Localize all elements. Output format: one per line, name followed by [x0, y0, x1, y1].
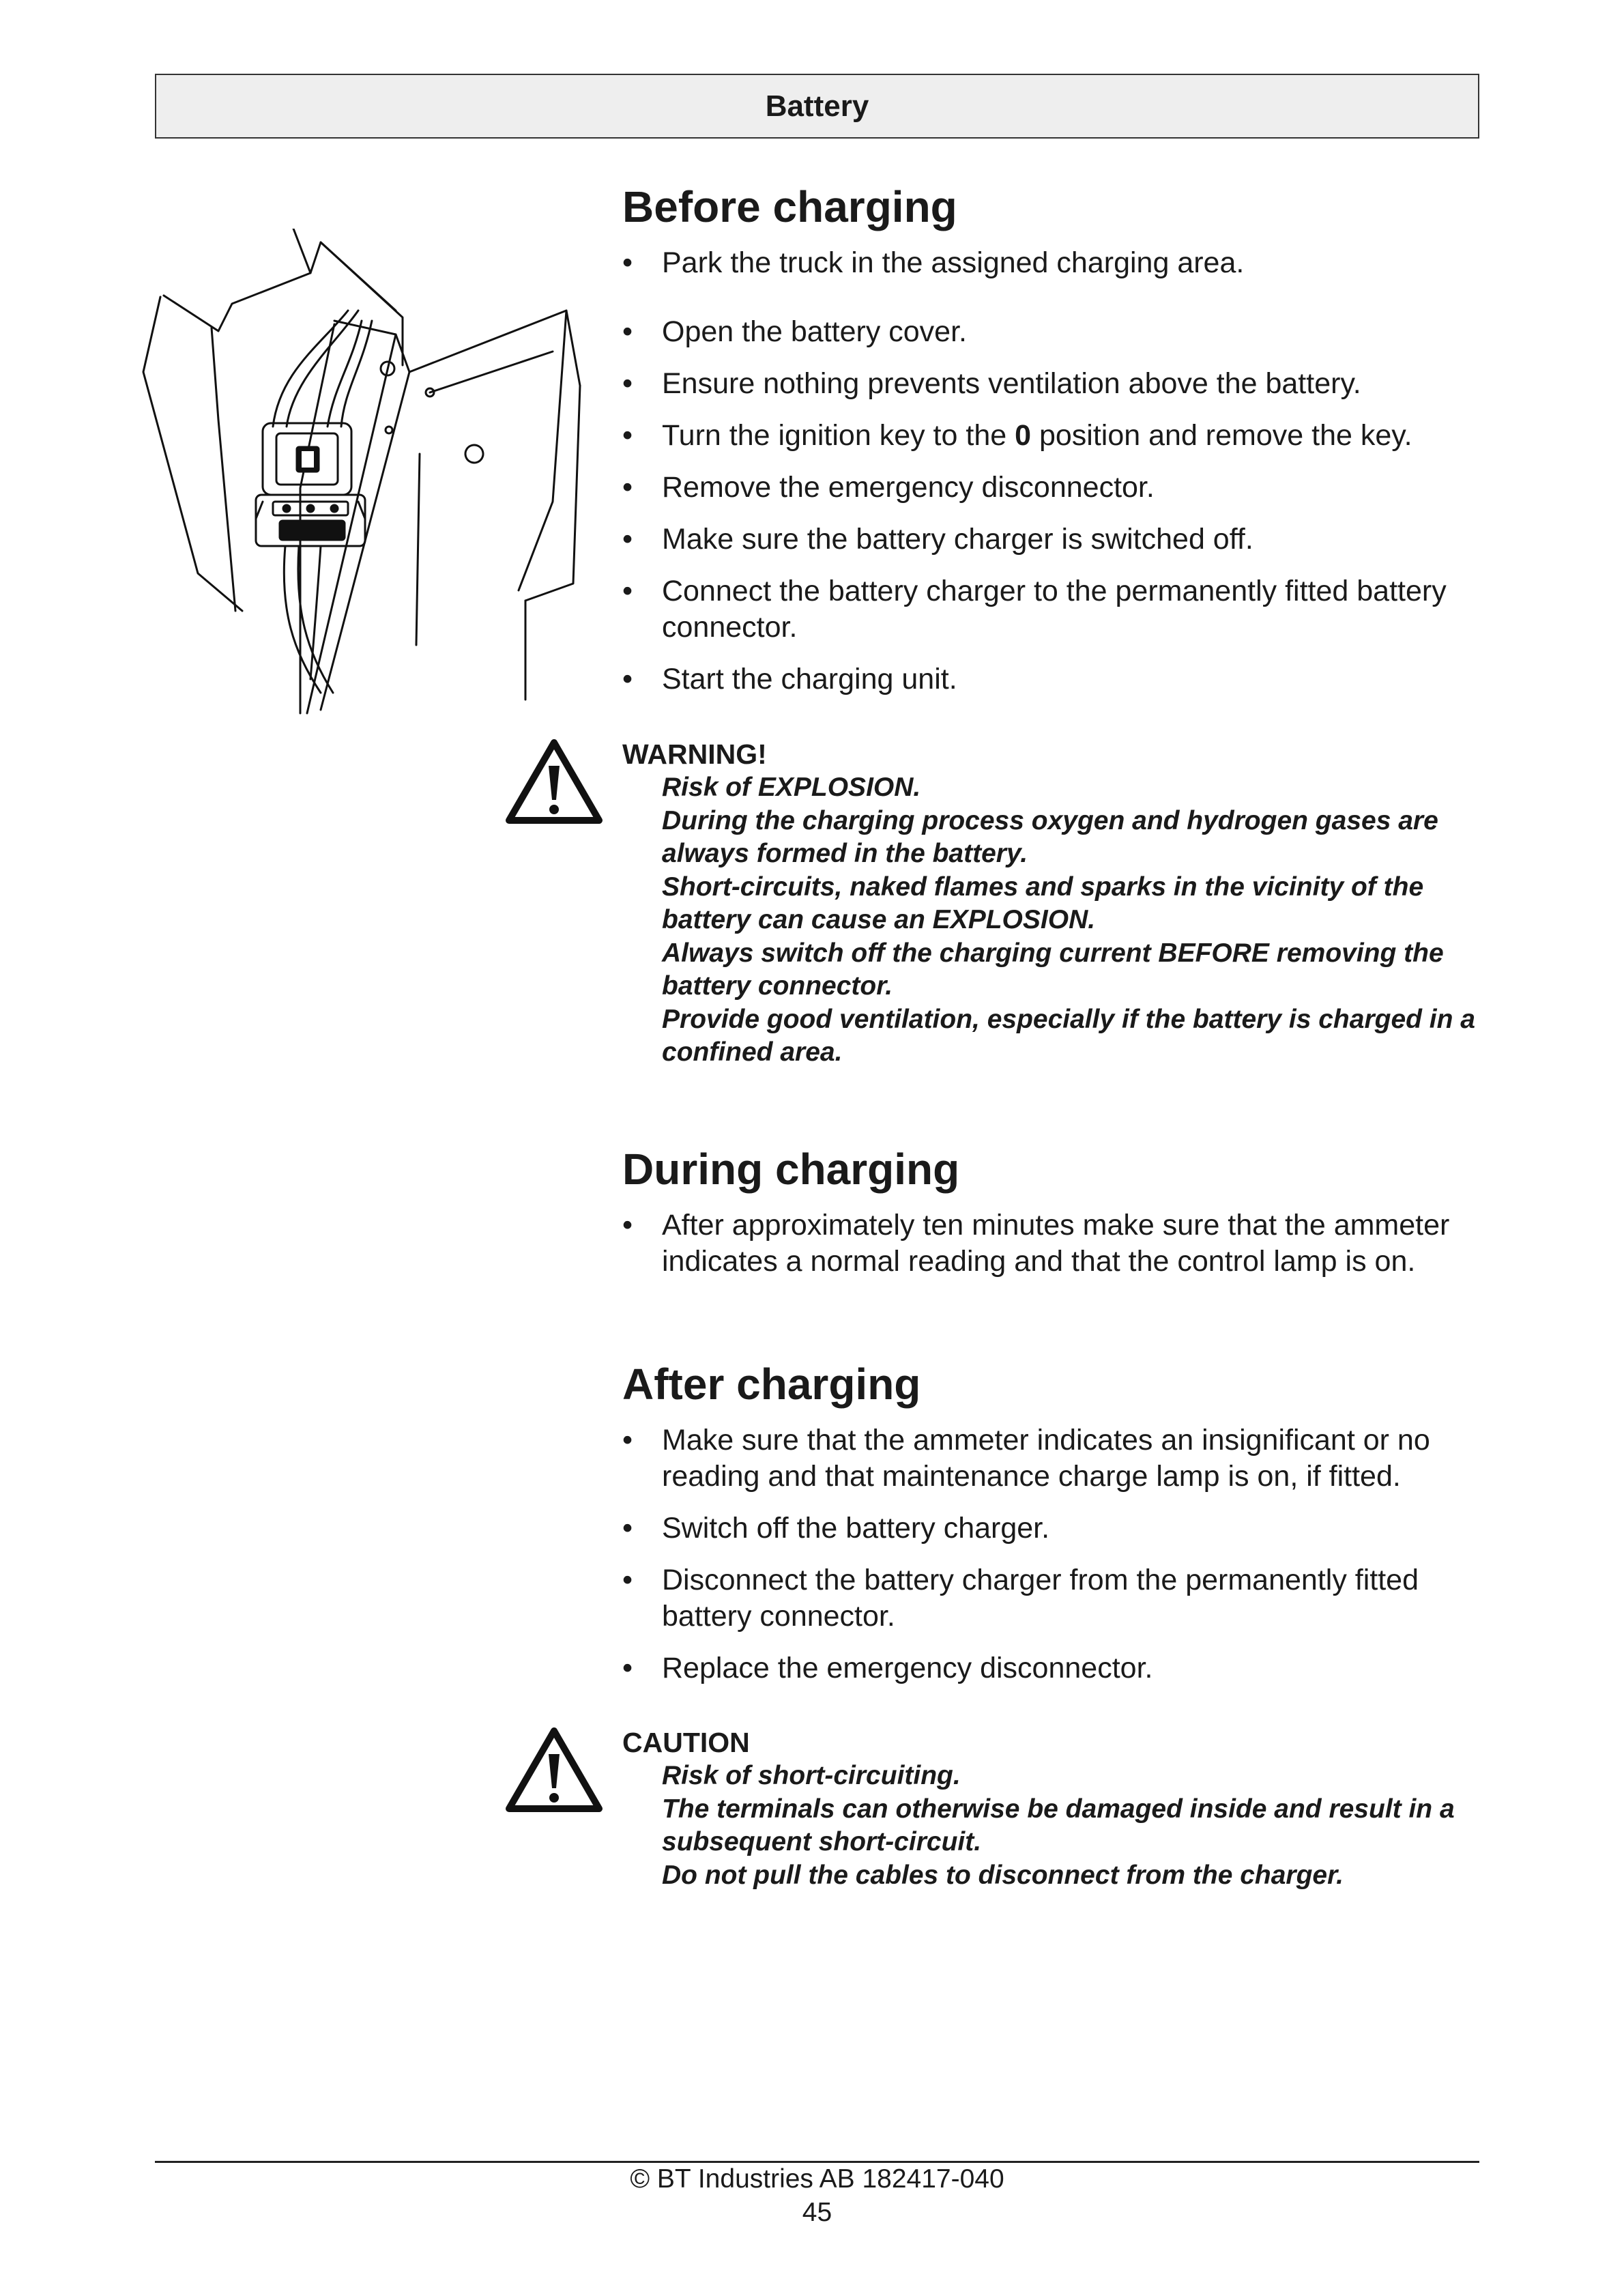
warning-text: [622, 737, 1479, 1070]
warning-line: During the charging process oxygen and hydrogen gases are always formed in the battery.: [662, 805, 1438, 868]
warning-triangle-icon: [505, 737, 604, 826]
caution-body: [622, 1760, 1479, 1892]
warning-line: Provide good ventilation, especially if the battery is charged in a confined area.: [662, 1004, 1475, 1067]
section-header: Battery: [155, 74, 1479, 139]
footer-copyright: © BT Industries AB 182417-040: [630, 2164, 1004, 2194]
after-charging-list: [622, 1422, 1479, 1687]
page-footer: [155, 2162, 1479, 2229]
list-item: • Ensure nothing prevents ventilation above the battery.: [622, 366, 1479, 402]
list-item: • Start the charging unit.: [622, 661, 1479, 698]
list-item: • Park the truck in the assigned charging area.: [622, 245, 1479, 281]
warning-title: WARNING!: [622, 738, 767, 770]
after-charging-section: [622, 1358, 1479, 1687]
warning-line: Risk of EXPLOSION.: [662, 773, 921, 802]
list-item: • Switch off the battery charger.: [622, 1510, 1479, 1547]
before-charging-heading: Before charging: [622, 182, 957, 231]
caution-title: CAUTION: [622, 1727, 750, 1758]
list-item: • Replace the emergency disconnector.: [622, 1650, 1479, 1687]
warning-triangle-icon: [505, 1725, 604, 1814]
item-text: position and remove the key.: [1031, 419, 1412, 452]
caution-line: Do not pull the cables to disconnect from the charger.: [662, 1860, 1344, 1890]
list-item: [622, 418, 1479, 454]
caution-text: [622, 1725, 1479, 1892]
list-item: • Disconnect the battery charger from the permanently fitted battery connector.: [622, 1562, 1479, 1635]
list-item: • After approximately ten minutes make sure that the ammeter indicates a normal reading and that the control lamp is on.: [622, 1207, 1479, 1280]
page-number: 45: [802, 2198, 832, 2227]
after-charging-heading: After charging: [622, 1360, 921, 1409]
caution-line: The terminals can otherwise be damaged inside and result in a subsequent short-circuit.: [662, 1794, 1455, 1856]
during-charging-section: [622, 1143, 1479, 1280]
main-content: [622, 181, 1479, 698]
list-item: • Make sure the battery charger is switched off.: [622, 521, 1479, 558]
list-item: • Connect the battery charger to the permanently fitted battery connector.: [622, 573, 1479, 646]
list-item: • Make sure that the ammeter indicates an insignificant or no reading and that maintenance charge lamp is on, if fitted.: [622, 1422, 1479, 1495]
during-charging-heading: During charging: [622, 1145, 960, 1194]
caution-line: Risk of short-circuiting.: [662, 1761, 961, 1790]
warning-line: Short-circuits, naked flames and sparks in the vicinity of the battery can cause an EXPLOSION.: [662, 872, 1424, 934]
ignition-position-value: 0: [1015, 419, 1032, 452]
battery-connector-illustration: [116, 229, 621, 737]
item-text: Turn the ignition key to the: [662, 419, 1015, 452]
warning-body: [622, 771, 1479, 1070]
during-charging-list: [622, 1207, 1479, 1280]
warning-line: Always switch off the charging current BEFORE removing the battery connector.: [662, 938, 1444, 1001]
list-item: • Remove the emergency disconnector.: [622, 470, 1479, 506]
list-item: • Open the battery cover.: [622, 314, 1479, 350]
before-charging-list: [622, 245, 1479, 698]
